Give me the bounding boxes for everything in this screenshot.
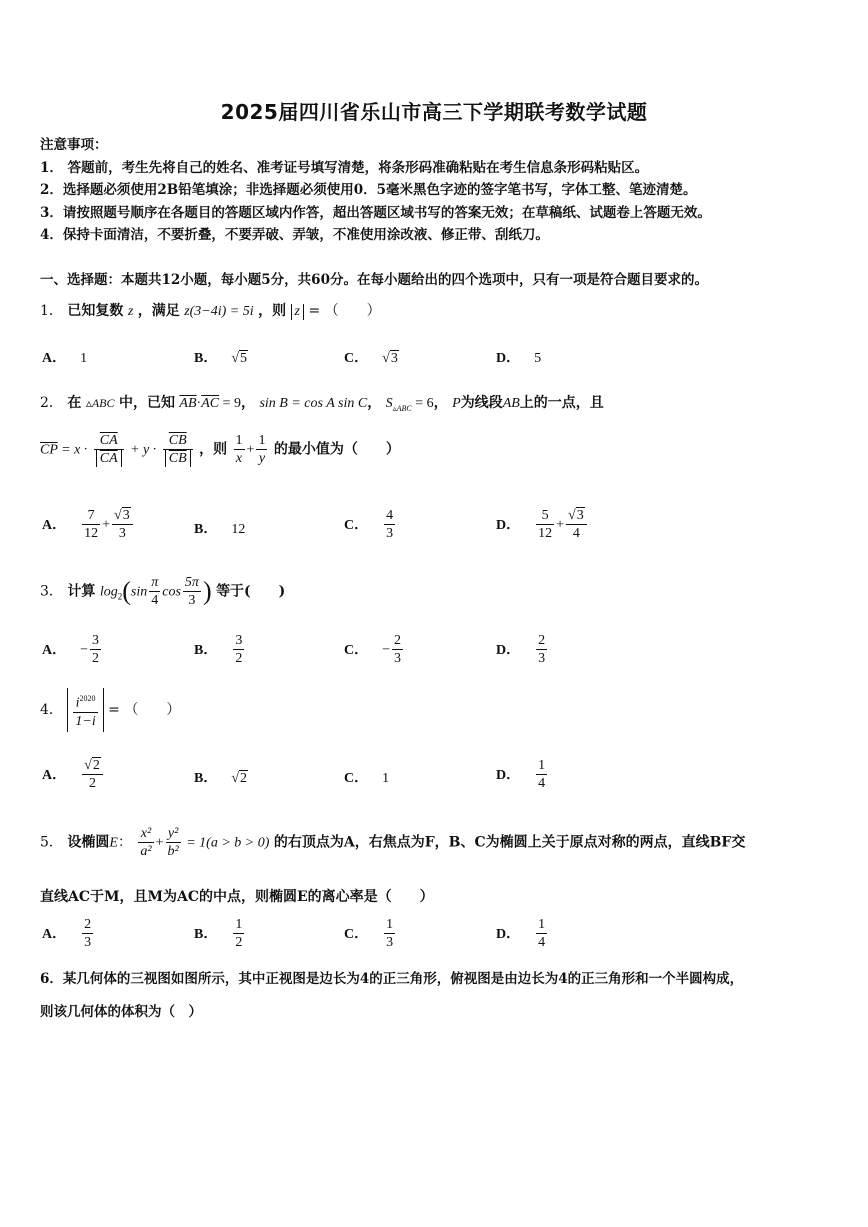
option-b: B． 12 (194, 522, 246, 537)
question-3: 3． 计算 $\log_2(\sin$ $\frac{\pi}{4}$ cos $\frac{5\pi}{3}$ ) 等于( ) (40, 575, 286, 608)
option-d: D． 5 (496, 351, 542, 366)
math: z (291, 304, 304, 320)
math: z (127, 304, 134, 319)
option-a: A． $\frac{√2}{2}$ (42, 757, 105, 792)
question-number: 1． (40, 303, 63, 319)
question-text: ，则 (258, 303, 287, 319)
notes-heading: 注意事项： (40, 137, 108, 153)
section-heading: 一、选择题：本题共12小题，每小题5分，共60分。在每小题给出的四个选项中，只有一项是符合题目要求的。 (40, 272, 708, 288)
question-1 (40, 300, 381, 320)
question-6-line2: 则该几何体的体积为（ ） (40, 1004, 202, 1020)
option-c: C． √3 (344, 351, 398, 366)
option-a: A． 1 (42, 351, 88, 366)
option-b: B． √2 (194, 771, 248, 786)
question-text: = （ ） (308, 303, 381, 319)
question-text: ，满足 (137, 303, 180, 319)
option-c: C． − $\frac{2}{3}$ (344, 633, 402, 666)
option-d: D． $\frac{1}{4}$ (496, 917, 546, 950)
vector: $\overline{AC}$ (201, 396, 220, 411)
option-b: B． √5 (194, 351, 248, 366)
option-d: D． $\frac{2}{3}$ (496, 633, 546, 666)
option-a: A． − $\frac{3}{2}$ (42, 633, 100, 666)
option-b: B． $\frac{3}{2}$ (194, 633, 243, 666)
question-text: 已知复数 (67, 303, 124, 319)
page-title: 2025届四川省乐山市高三下学期联考数学试题 (220, 100, 648, 124)
note-item: 3．请按照题号顺序在各题目的答题区域内作答，超出答题区域书写的答案无效；在草稿纸、试题卷上答题无效。 (40, 204, 711, 221)
question-5-line2: 直线AC于M，且M为AC的中点，则椭圆E的离心率是（ ） (40, 889, 434, 905)
option-a: A． $\frac{7}{12}$ + $\frac{√3}{3}$ (42, 507, 135, 542)
option-a: A． $\frac{2}{3}$ (42, 917, 92, 950)
question-6: 6．某几何体的三视图如图所示，其中正视图是边长为4的正三角形，俯视图是由边长为4的正三角形和一个半圆构成， (40, 971, 744, 987)
question-5: 5． 设椭圆E： $\frac{\text{x²}}{\text{a²}}$ + $\frac{\text{y²}}{\text{b²}}$ = 1(a > b > 0) 的右顶点为A，右焦点为F，B、C为椭圆上关于原点对称的两点，直线BF交 (40, 826, 746, 859)
question-4: 4． $\frac{i^{2020}}{1-i}$ = （ ） (40, 688, 180, 732)
notes (40, 134, 840, 247)
vector: $\overline{AB}$ (179, 396, 197, 411)
option-b: B． $\frac{1}{2}$ (194, 917, 243, 950)
note-item: 2．选择题必须使用2B铅笔填涂；非选择题必须使用0．5毫米黑色字迹的签字笔书写，字体工整、笔迹清楚。 (40, 182, 697, 198)
option-d: D． $\frac{1}{4}$ (496, 758, 546, 791)
note-item: 4．保持卡面清洁，不要折叠，不要弄破、弄皱，不准使用涂改液、修正带、刮纸刀。 (40, 227, 549, 243)
math: z(3−4i) = 5i (184, 304, 254, 319)
option-c: C． 1 (344, 771, 390, 786)
option-d: D． $\frac{5}{12}$ + $\frac{√3}{4}$ (496, 507, 589, 542)
option-c: C． $\frac{1}{3}$ (344, 917, 394, 950)
option-c: C． $\frac{4}{3}$ (344, 508, 394, 541)
question-2-line2: $\overline{CP} = x$ · $\frac{\overline{CA}}{CA}$ + y · $\frac{\overline{CB}}{CB}$ ，则 $\frac{1}{x}$ + $\frac{1}{y}$ 的最小值为（ ） (40, 433, 400, 466)
note-item: 1． 答题前，考生先将自己的姓名、准考证号填写清楚，将条形码准确粘贴在考生信息条形码粘贴区。 (40, 159, 649, 176)
question-2: 2． 在 ▵ABC 中，已知 $\overline{AB}\cdot\overline{AC} = 9$， sin B = cos A sin C， $S_{▵ABC} = 6$， P为线段AB上的一点，且 (40, 395, 604, 413)
